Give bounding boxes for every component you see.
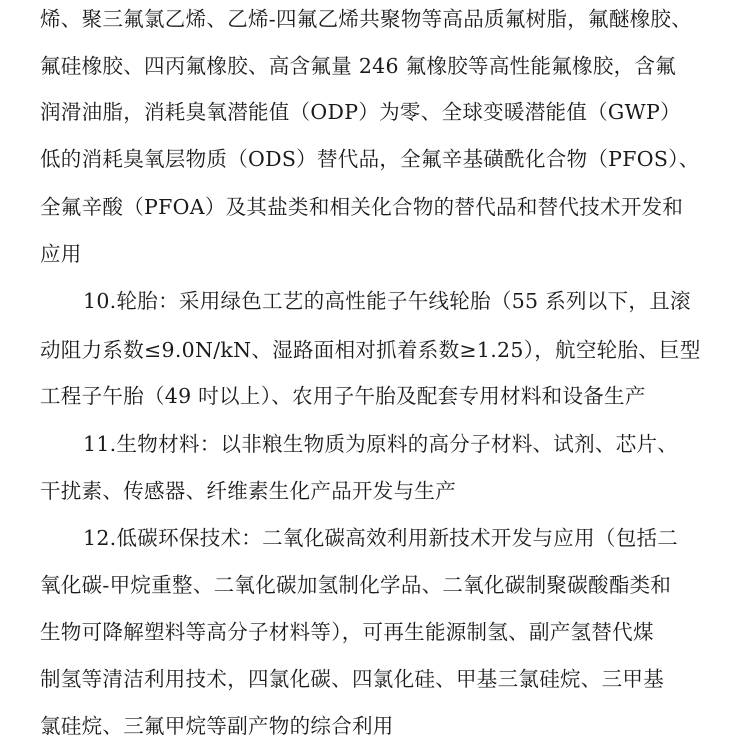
paragraph-11-line-1: 11.生物材料：以非粮生物质为原料的高分子材料、试剂、芯片、: [83, 432, 679, 456]
paragraph-12-line-1: 12.低碳环保技术：二氧化碳高效利用新技术开发与应用（包括二: [83, 526, 679, 550]
paragraph-1-line-4: 低的消耗臭氧层物质（ODS）替代品，全氟辛基磺酰化合物（PFOS）、: [40, 147, 700, 171]
paragraph-12-line-5: 氯硅烷、三氟甲烷等副产物的综合利用: [40, 714, 394, 738]
paragraph-10-line-3: 工程子午胎（49 吋以上）、农用子午胎及配套专用材料和设备生产: [40, 384, 646, 408]
paragraph-10-line-1: 10.轮胎：采用绿色工艺的高性能子午线轮胎（55 系列以下，且滚: [83, 289, 691, 313]
paragraph-1-line-3: 润滑油脂，消耗臭氧潜能值（ODP）为零、全球变暖潜能值（GWP）: [40, 100, 681, 124]
paragraph-12-line-2: 氧化碳-甲烷重整、二氧化碳加氢制化学品、二氧化碳制聚碳酸酯类和: [40, 573, 672, 597]
paragraph-11-line-2: 干扰素、传感器、纤维素生化产品开发与生产: [40, 479, 456, 503]
paragraph-12-line-4: 制氢等清洁利用技术，四氯化碳、四氯化硅、甲基三氯硅烷、三甲基: [40, 667, 664, 691]
paragraph-1-line-1: 烯、聚三氟氯乙烯、乙烯-四氟乙烯共聚物等高品质氟树脂，氟醚橡胶、: [40, 7, 693, 31]
paragraph-12-line-3: 生物可降解塑料等高分子材料等），可再生能源制氢、副产氢替代煤: [40, 620, 654, 644]
paragraph-1-line-6: 应用: [40, 242, 82, 266]
paragraph-1-line-2: 氟硅橡胶、四丙氟橡胶、高含氟量 246 氟橡胶等高性能氟橡胶，含氟: [40, 54, 677, 78]
paragraph-10-line-2: 动阻力系数≤9.0N/kN、湿路面相对抓着系数≥1.25），航空轮胎、巨型: [40, 338, 701, 362]
paragraph-1-line-5: 全氟辛酸（PFOA）及其盐类和相关化合物的替代品和替代技术开发和: [40, 195, 684, 219]
